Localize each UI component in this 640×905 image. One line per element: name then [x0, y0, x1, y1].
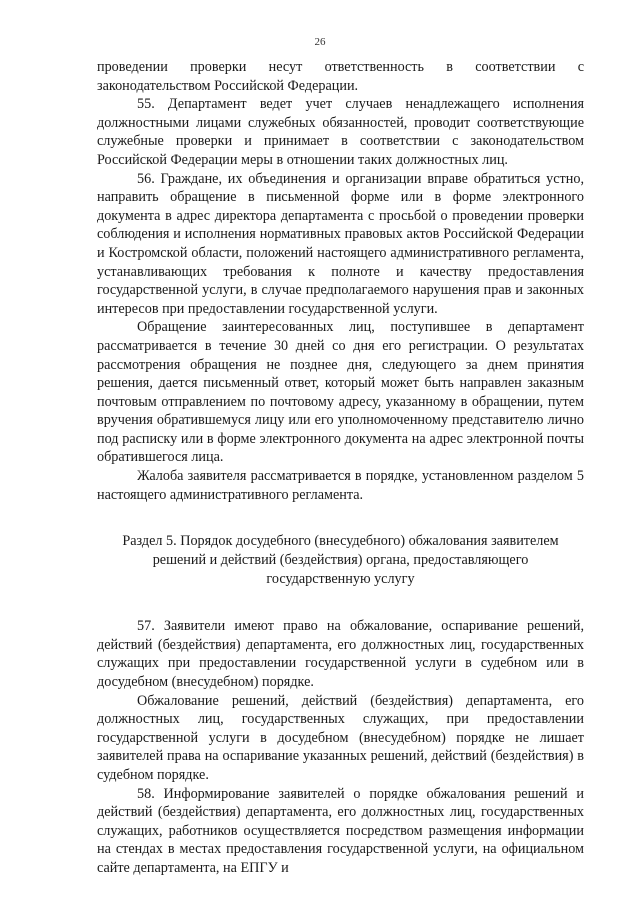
document-body: [97, 58, 584, 878]
paragraph-55: 55. Департамент ведет учет случаев ненадлежащего исполнения должностными лицами служебных обязанностей, проводит соответствующие служебные проверки и принимает в соответствии с законодательством Российской Федерации меры в отношении таких должностных лиц.: [97, 96, 584, 168]
paragraph-complaint: Жалоба заявителя рассматривается в порядке, установленном разделом 5 настоящего административного регламента.: [97, 468, 584, 503]
paragraph-appeal-rights: Обжалование решений, действий (бездействия) департамента, его должностных лиц, государственных служащих, при предоставлении государственной услуги в досудебном (внесудебном) порядке не лишает заявителей права на оспаривание указанных решений, действий (бездействия) в судебном порядке.: [97, 692, 584, 783]
paragraph-continuation: проведении проверки несут ответственность в соответствии с законодательством Российской Федерации.: [97, 59, 584, 94]
paragraph-appeal-review: Обращение заинтересованных лиц, поступившее в департамент рассматривается в течение 30 дней со дня его регистрации. О результатах рассмотрения обращения не позднее дня, следующего за днем принятия решения, дается письменный ответ, который может быть направлен заказным почтовым отправлением по почтовому адресу, указанному в обращении, путем вручения обратившемуся лицу или его уполномоченному представителю лично под расписку или в форме электронного документа на адрес электронной почты обратившегося лица.: [97, 319, 584, 466]
section-title: Раздел 5. Порядок досудебного (внесудебного) обжалования заявителем решений и действий (бездействия) органа, предоставляющего государственную услугу: [122, 533, 559, 588]
paragraph-58: 58. Информирование заявителей о порядке обжалования решений и действий (бездействия) департамента, его должностных лиц, государственных служащих, работников осуществляется посредством размещения информации на стендах в местах предоставления государственной услуги, на официальном сайте департамента, на ЕПГУ и: [97, 785, 584, 876]
paragraph-56: 56. Граждане, их объединения и организации вправе обратиться устно, направить обращение в письменной форме или в форме электронного документа в адрес директора департамента с просьбой о проведении проверки соблюдения и исполнения нормативных правовых актов Российской Федерации и Костромской области, положений настоящего административного регламента, устанавливающих требования к полноте и качеству предоставления государственной услуги, в случае предполагаемого нарушения прав и законных интересов при предоставлении государственной услуги.: [97, 170, 584, 317]
page-number: 26: [314, 36, 326, 48]
paragraph-57: 57. Заявители имеют право на обжалование, оспаривание решений, действий (бездействия) департамента, его должностных лиц, государственных служащих при предоставлении государственной услуги в судебном или в досудебном (внесудебном) порядке.: [97, 618, 584, 691]
